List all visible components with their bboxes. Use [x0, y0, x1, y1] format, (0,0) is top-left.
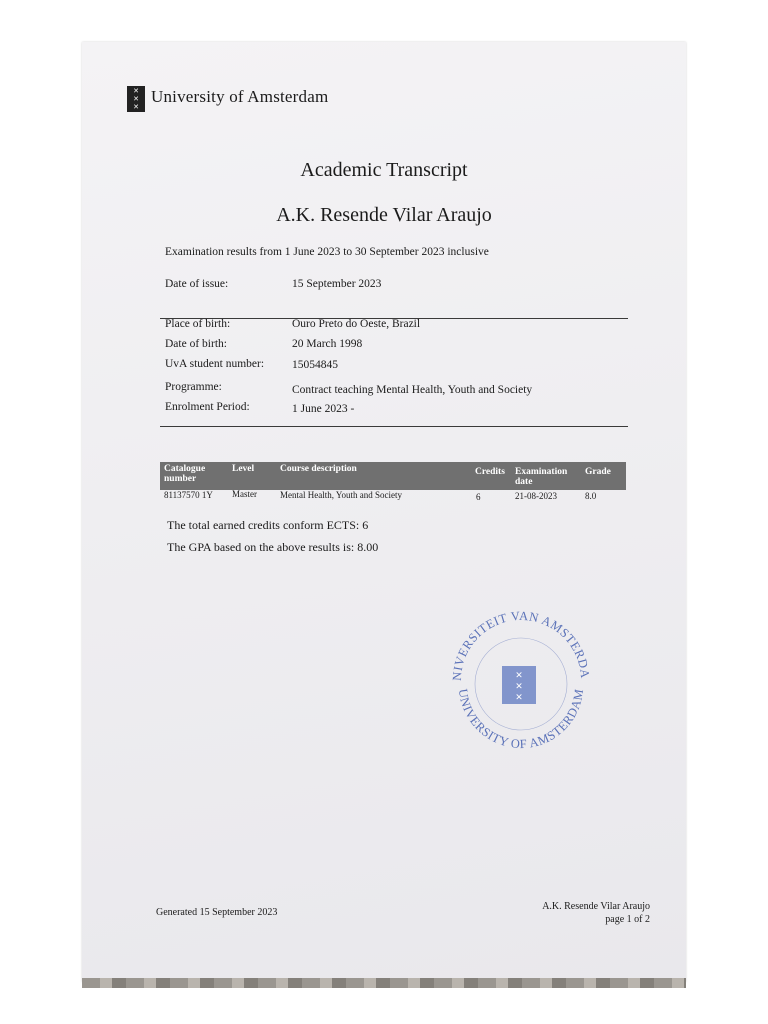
programme-label: Programme: [165, 381, 222, 393]
scan-background-edge [82, 978, 686, 988]
examination-period: Examination results from 1 June 2023 to 30 September 2023 inclusive [165, 246, 489, 258]
date-of-issue-label: Date of issue: [165, 278, 229, 290]
university-logo: ✕ ✕ ✕ [127, 86, 145, 112]
col-catalogue-number: Catalogue number [164, 464, 206, 484]
place-of-birth-label: Place of birth: [165, 318, 231, 330]
cell-examination-date: 21-08-2023 [515, 491, 557, 501]
student-number-value: 15054845 [292, 359, 338, 371]
footer-meta [520, 900, 650, 926]
cell-credits: 6 [476, 492, 481, 502]
gpa-text: The GPA based on the above results is: 8.00 [167, 540, 379, 554]
divider-bottom [160, 426, 628, 427]
date-of-issue-value: 15 September 2023 [292, 278, 382, 290]
student-number-label: UvA student number: [165, 358, 265, 370]
date-of-birth-value: 20 March 1998 [292, 338, 363, 350]
cell-catalogue-number: 81137570 1Y [164, 490, 213, 500]
programme-value: Contract teaching Mental Health, Youth and Society [292, 384, 533, 396]
university-name: University of Amsterdam [151, 87, 329, 106]
cell-level: Master [232, 489, 257, 499]
cell-grade: 8.0 [585, 491, 597, 501]
total-credits-text: The total earned credits conform ECTS: 6 [167, 518, 369, 532]
col-grade: Grade [585, 467, 611, 477]
document-page [82, 42, 686, 982]
student-name: A.K. Resende Vilar Araujo [276, 204, 492, 226]
svg-text:✕: ✕ [515, 671, 523, 681]
course-table-header [160, 462, 626, 490]
col-course-description: Course description [280, 464, 357, 474]
place-of-birth-value: Ouro Preto do Oeste, Brazil [292, 318, 421, 330]
university-seal-stamp [447, 600, 595, 770]
col-credits: Credits [475, 467, 505, 477]
col-examination-date: Examination date [515, 467, 568, 487]
document-title: Academic Transcript [300, 159, 468, 181]
footer-generated-date: Generated 15 September 2023 [156, 907, 278, 918]
date-of-birth-label: Date of birth: [165, 338, 227, 350]
stamp-bottom-text: UNIVERSITY OF AMSTERDAM [455, 687, 587, 752]
enrolment-period-label: Enrolment Period: [165, 401, 250, 413]
col-level: Level [232, 464, 255, 474]
svg-text:✕: ✕ [515, 693, 523, 703]
footer-student-name: A.K. Resende Vilar Araujo [542, 901, 650, 912]
cell-course-description: Mental Health, Youth and Society [280, 490, 402, 500]
svg-text:✕: ✕ [515, 682, 523, 692]
stamp-top-text: NIVERSITEIT VAN AMSTERDA [449, 608, 593, 682]
enrolment-period-value: 1 June 2023 - [292, 403, 355, 415]
footer-page-number: page 1 of 2 [605, 914, 650, 925]
seal-icon [447, 600, 595, 770]
